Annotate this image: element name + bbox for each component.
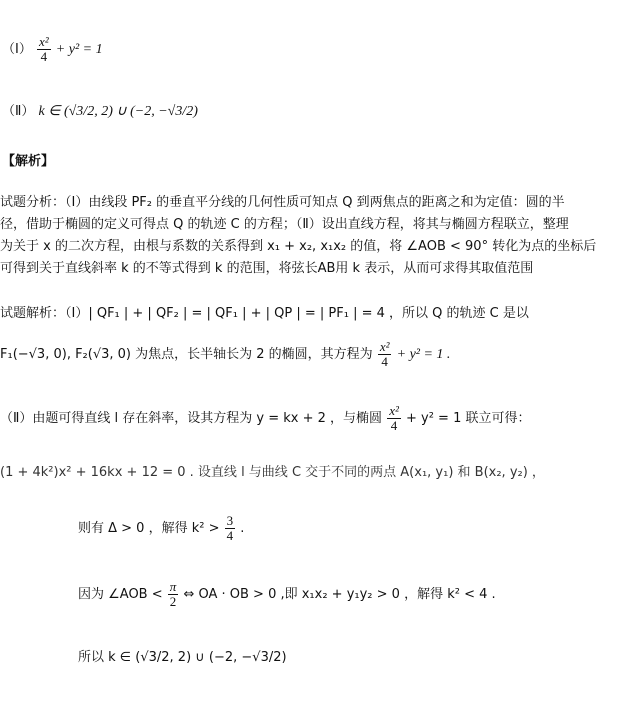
answer-part-2 — [2, 102, 198, 122]
fraction-denominator: 4 — [226, 528, 234, 543]
equation-rest: + y² = 1 . — [396, 347, 451, 362]
analysis-line: 可得到关于直线斜率 k 的不等式得到 k 的范围，将弦长AB用 k 表示，从而可求得其取值范围 — [0, 261, 534, 276]
range-expression: k ∈ (√3/2, 2) ∪ (−2, −√3/2) — [38, 104, 198, 119]
discriminant-text: 则有 Δ > 0 ，解得 k² > — [78, 521, 220, 536]
line-equation-text: （Ⅱ）由题可得直线 l 存在斜率，设其方程为 y = kx + 2 ，与椭圆 — [0, 411, 383, 426]
ellipse-fraction — [387, 404, 401, 433]
fraction-numerator: x² — [38, 34, 49, 49]
fraction-numerator: x² — [379, 339, 390, 354]
fraction-denominator: 4 — [390, 418, 398, 433]
fraction-denominator: 2 — [169, 594, 177, 609]
analysis-line: 为关于 x 的二次方程，由根与系数的关系得到 x₁ + x₂, x₁x₂ 的值，将 ∠AOB < 90° 转化为点的坐标后 — [0, 239, 597, 254]
fraction-denominator: 4 — [40, 49, 48, 64]
fraction-denominator: 4 — [381, 354, 388, 369]
part-1-label: （Ⅰ） — [2, 42, 32, 57]
period: . — [240, 521, 245, 536]
part-2-label: （Ⅱ） — [2, 104, 35, 119]
ellipse-fraction — [37, 35, 51, 64]
pi-fraction — [168, 580, 179, 609]
angle-text: 因为 ∠AOB < — [78, 587, 163, 602]
equation-rest: + y² = 1 — [55, 42, 103, 57]
analysis-heading: 【解析】 — [2, 154, 55, 169]
dot-product-text: ⇔ OA · OB > 0 ,即 x₁x₂ + y₁y₂ > 0 ，解得 k² < 4 . — [183, 587, 496, 602]
analysis-paragraph — [0, 192, 630, 280]
answer-part-1 — [2, 35, 103, 64]
fraction-numerator: π — [169, 579, 177, 594]
combine-text: + y² = 1 联立可得： — [406, 411, 531, 426]
solution-line-4 — [0, 461, 630, 483]
quadratic-text: (1 + 4k²)x² + 16kx + 12 = 0 . 设直线 l 与曲线 C 交于不同的两点 A(x₁, y₁) 和 B(x₂, y₂) ， — [0, 465, 545, 480]
fraction-numerator: x² — [389, 403, 399, 418]
solution-line-7: 所以 k ∈ (√3/2, 2) ∪ (−2, −√3/2) — [78, 650, 287, 665]
analysis-line: 径，借助于椭圆的定义可得点 Q 的轨迹 C 的方程；（Ⅱ）设出直线方程，将其与椭圆方程联立，整理 — [0, 217, 569, 232]
analysis-line: 试题分析：（Ⅰ）由线段 PF₂ 的垂直平分线的几何性质可知点 Q 到两焦点的距离之和为定值：圆的半 — [0, 195, 565, 210]
foci-text: F₁(−√3, 0), F₂(√3, 0) 为焦点，长半轴长为 2 的椭圆，其方程为 — [0, 347, 373, 362]
solution-line-5 — [78, 514, 244, 543]
k-bound-fraction — [225, 514, 236, 543]
solution-line-3 — [0, 404, 531, 433]
ellipse-fraction — [378, 340, 392, 369]
solution-line-6 — [78, 580, 496, 609]
solution-line-1: 试题解析：（Ⅰ）| QF₁ | + | QF₂ | = | QF₁ | + | QP | = | PF₁ | = 4 ，所以 Q 的轨迹 C 是以 — [0, 306, 529, 321]
fraction-numerator: 3 — [226, 513, 234, 528]
solution-line-2 — [0, 340, 450, 369]
